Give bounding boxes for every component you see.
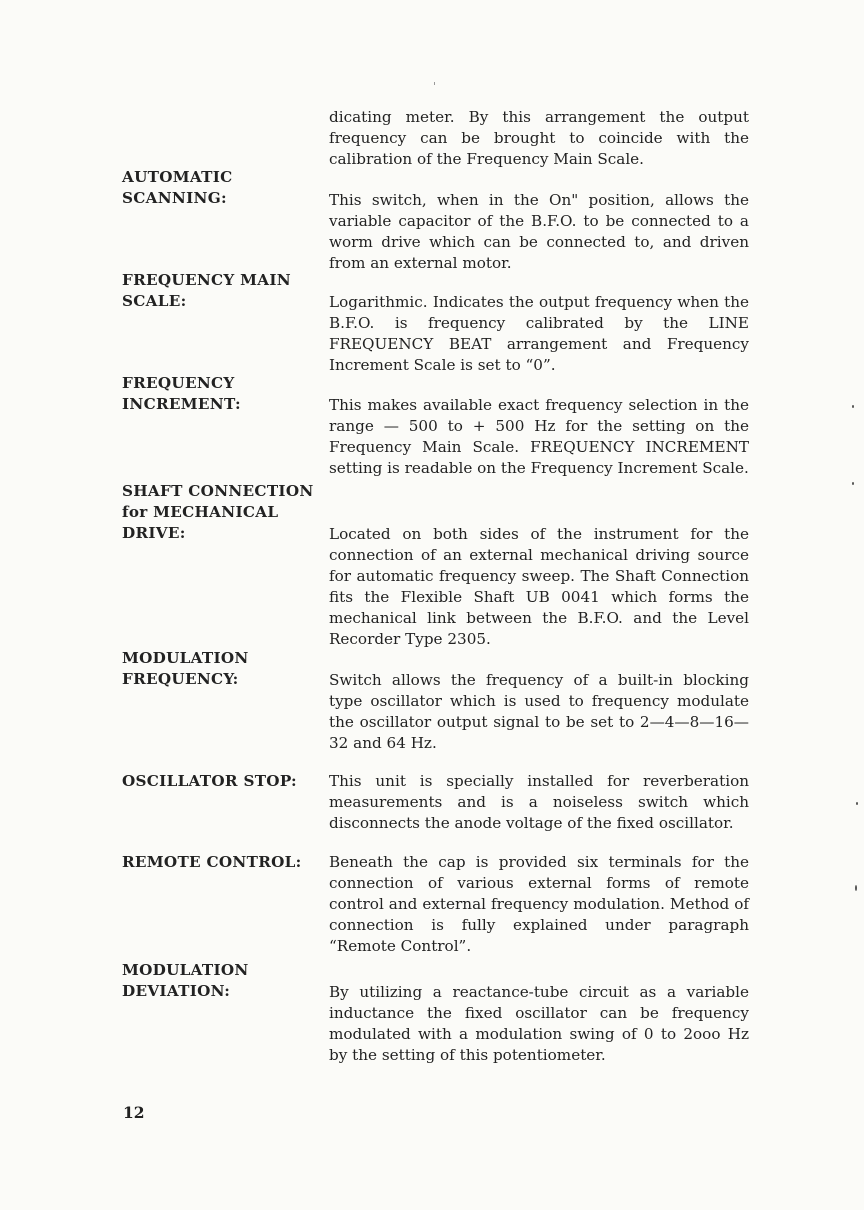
label-line: SHAFT CONNECTION <box>122 482 314 500</box>
label-frequency-increment <box>122 373 322 415</box>
desc-automatic-scanning: This switch, when in the On" position, allows the variable capacitor of the B.F.O. to be connected to a worm drive which can be connected to, and driven from an external motor. <box>329 191 749 272</box>
label-line: SCANNING: <box>122 189 227 207</box>
desc-shaft-connection: Located on both sides of the instrument for the connection of an external mechanical driving source for automatic frequency sweep. The Shaft Connection fits the Flexible Shaft UB 0041 which forms the mechanical link between the B.F.O. and the Level Recorder Type 2305. <box>329 525 749 648</box>
scan-speck <box>855 885 857 891</box>
label-line: FREQUENCY MAIN <box>122 271 291 289</box>
label-line: DRIVE: <box>122 524 186 542</box>
label-line: SCALE: <box>122 292 187 310</box>
label-line: FREQUENCY: <box>122 670 239 688</box>
label-oscillator-stop <box>122 771 322 792</box>
label-line: MODULATION <box>122 961 249 979</box>
label-line: INCREMENT: <box>122 395 241 413</box>
desc-oscillator-stop: This unit is specially installed for reverberation measurements and is a noiseless switch which disconnects the anode voltage of the fixed oscillator. <box>329 772 749 832</box>
label-automatic-scanning <box>122 167 322 209</box>
label-line: OSCILLATOR STOP: <box>122 772 297 790</box>
scan-speck <box>852 482 854 485</box>
label-remote-control <box>122 852 322 873</box>
page-number: 12 <box>123 1103 145 1122</box>
desc-remote-control: Beneath the cap is provided six terminals for the connection of various external forms of remote control and external frequency modulation. Method of connection is fully explained under paragraph “Remote Control”. <box>329 853 749 955</box>
scan-speck <box>852 405 854 408</box>
desc-modulation-frequency: Switch allows the frequency of a built-in blocking type oscillator which is used to frequency modulate the oscillator output signal to be set to 2—4—8—16—32 and 64 Hz. <box>329 671 749 752</box>
scan-mark <box>434 82 435 85</box>
label-frequency-main-scale <box>122 270 322 312</box>
label-line: AUTOMATIC <box>122 168 233 186</box>
desc-frequency-increment: This makes available exact frequency selection in the range — 500 to + 500 Hz for the setting on the Frequency Main Scale. FREQUENCY INCREMENT setting is readable on the Frequency Increment Scale. <box>329 396 749 477</box>
label-line: FREQUENCY <box>122 374 235 392</box>
label-line: for MECHANICAL <box>122 503 279 521</box>
label-line: REMOTE CONTROL: <box>122 853 302 871</box>
label-line: MODULATION <box>122 649 249 667</box>
label-modulation-deviation <box>122 960 322 1002</box>
label-line: DEVIATION: <box>122 982 231 1000</box>
label-shaft-connection <box>122 481 322 544</box>
label-modulation-frequency <box>122 648 322 690</box>
intro-paragraph: dicating meter. By this arrangement the output frequency can be brought to coincide with the calibration of the Frequency Main Scale. <box>329 108 749 168</box>
desc-frequency-main-scale: Logarithmic. Indicates the output frequency when the B.F.O. is frequency calibrated by the LINE FREQUENCY BEAT arrangement and Frequency Increment Scale is set to “0”. <box>329 293 749 374</box>
desc-modulation-deviation: By utilizing a reactance-tube circuit as a variable inductance the fixed oscillator can be frequency modulated with a modulation swing of 0 to 2ooo Hz by the setting of this potentiometer. <box>329 983 749 1064</box>
scan-speck <box>856 802 858 805</box>
